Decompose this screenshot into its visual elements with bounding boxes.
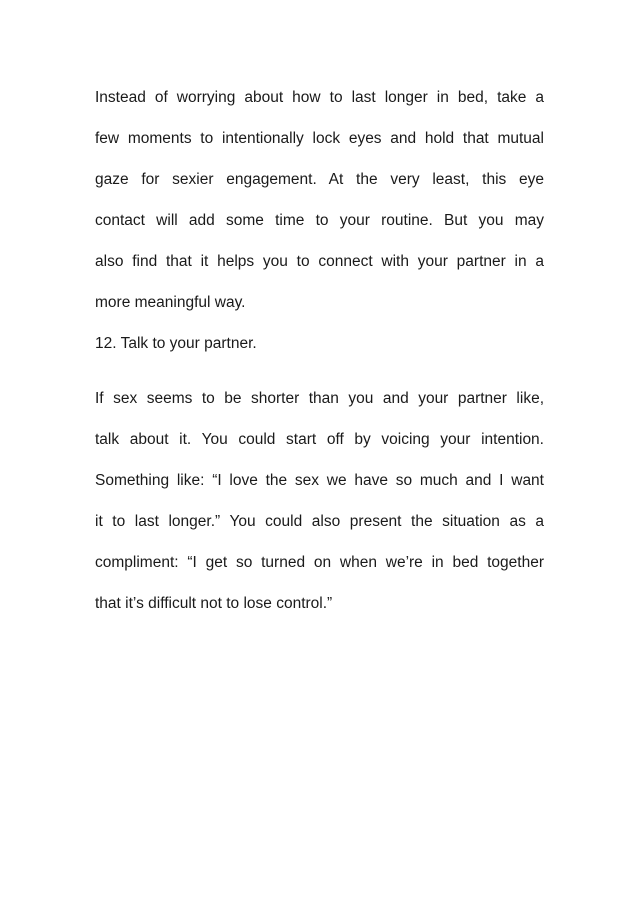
section-spacer bbox=[95, 357, 544, 386]
paragraph-line: also find that it helps you to connect with your partner in a bbox=[95, 253, 544, 270]
paragraph-line: that it’s difficult not to lose control.” bbox=[95, 595, 333, 612]
paragraph-line: contact will add some time to your routine. But you may bbox=[95, 212, 544, 229]
paragraph-line: Instead of worrying about how to last longer in bed, take a bbox=[95, 89, 544, 106]
paragraph-line: gaze for sexier engagement. At the very least, this eye bbox=[95, 171, 544, 188]
paragraph-line: Something like: “I love the sex we have so much and I want bbox=[95, 472, 544, 489]
paragraph-line: talk about it. You could start off by voicing your intention. bbox=[95, 431, 544, 448]
paragraph-line: compliment: “I get so turned on when we’re in bed together bbox=[95, 554, 544, 571]
paragraph-line: more meaningful way. bbox=[95, 294, 246, 311]
document-body bbox=[95, 85, 544, 632]
paragraph-line: few moments to intentionally lock eyes and hold that mutual bbox=[95, 130, 544, 147]
section-heading: 12. Talk to your partner. bbox=[95, 335, 257, 352]
paragraph-intro bbox=[95, 85, 544, 316]
paragraph-line: it to last longer.” You could also present the situation as a bbox=[95, 513, 544, 530]
paragraph-line: If sex seems to be shorter than you and your partner like, bbox=[95, 390, 544, 407]
paragraph-talk bbox=[95, 386, 544, 617]
